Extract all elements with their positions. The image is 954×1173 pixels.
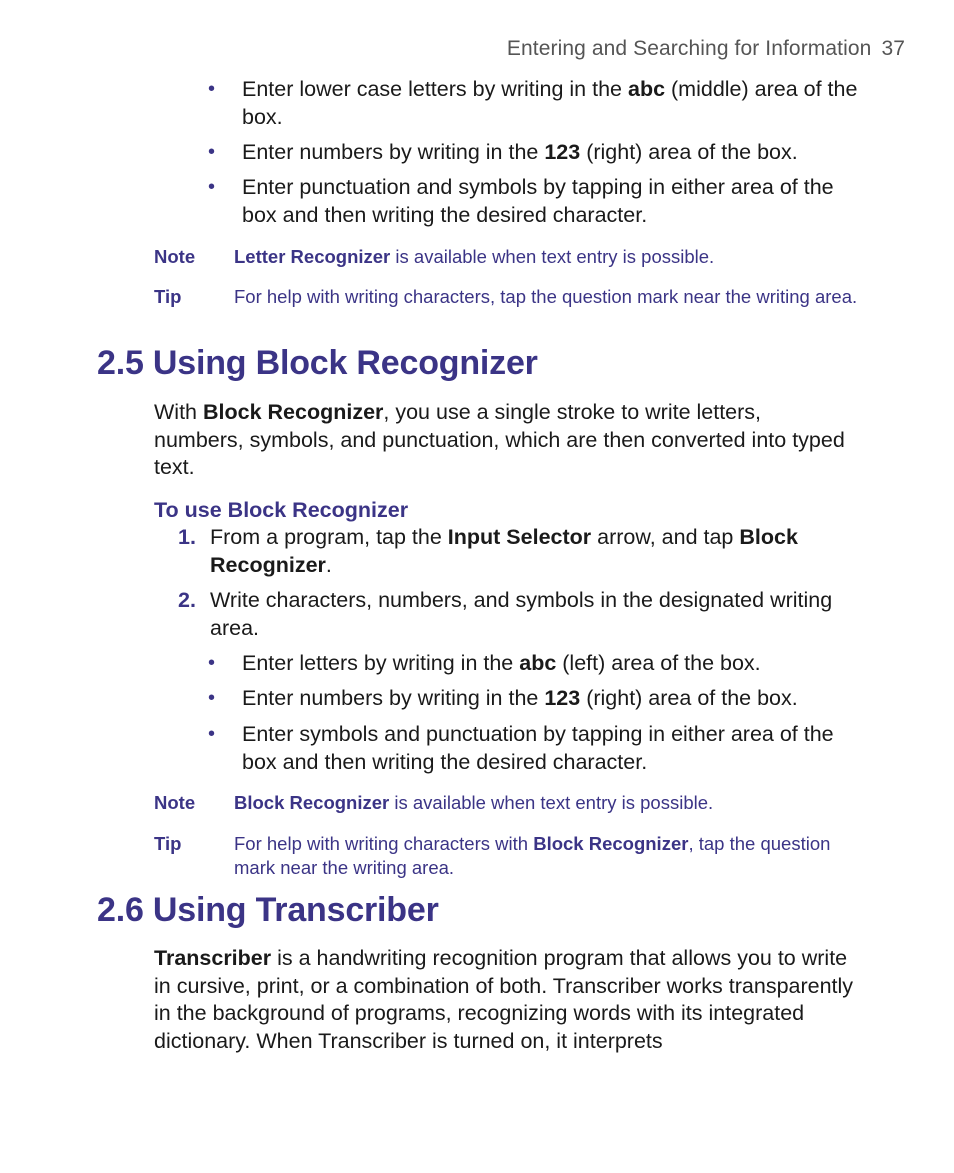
note-label: Note xyxy=(154,246,196,267)
section-heading: 2.5 Using Block Recognizer xyxy=(97,344,538,382)
tip-label: Tip xyxy=(154,286,182,307)
note-label: Note xyxy=(154,792,196,813)
note-text: Letter Recognizer is available when text entry is possible. xyxy=(234,246,715,267)
list-item xyxy=(208,174,872,229)
numbered-step xyxy=(178,524,875,579)
section-intro: Transcriber is a handwriting recognition program that allows you to write in cursive, print, or a combination of both. Transcriber works transparently in the background of programs, recognizing words with its integrated dictionary. When Transcriber is turned on, it interprets xyxy=(154,946,854,1053)
step-text: From a program, tap the Input Selector arrow, and tap Block Recognizer. xyxy=(210,525,798,577)
step-number: 1. xyxy=(178,525,196,549)
tip-callout xyxy=(154,285,864,309)
list-item-text: Enter lower case letters by writing in the abc (middle) area of the box. xyxy=(242,77,858,129)
tip-text: For help with writing characters with Block Recognizer, tap the question mark near the writing area. xyxy=(234,833,831,878)
note-text: Block Recognizer is available when text entry is possible. xyxy=(234,792,714,813)
numbered-step xyxy=(178,587,875,642)
page-number: 37 xyxy=(881,37,905,60)
note-callout xyxy=(154,245,864,269)
bullet-glyph: • xyxy=(208,176,216,198)
bullet-glyph: • xyxy=(208,723,216,745)
list-item-text: Enter letters by writing in the abc (left) area of the box. xyxy=(242,651,761,675)
list-item xyxy=(208,650,872,678)
tip-callout xyxy=(154,832,864,879)
note-callout xyxy=(154,791,864,815)
list-item xyxy=(208,139,872,167)
running-title: Entering and Searching for Information xyxy=(506,37,872,60)
list-item xyxy=(208,721,872,776)
running-header xyxy=(507,37,905,61)
section-heading: 2.6 Using Transcriber xyxy=(97,891,439,929)
procedure-subhead: To use Block Recognizer xyxy=(154,498,409,522)
bullet-glyph: • xyxy=(208,652,216,674)
tip-text: For help with writing characters, tap the question mark near the writing area. xyxy=(234,286,858,307)
tip-label: Tip xyxy=(154,833,182,854)
bullet-glyph: • xyxy=(208,687,216,709)
step-text: Write characters, numbers, and symbols in the designated writing area. xyxy=(210,588,833,640)
list-item xyxy=(208,685,872,713)
bullet-glyph: • xyxy=(208,141,216,163)
list-item-text: Enter numbers by writing in the 123 (right) area of the box. xyxy=(242,140,798,164)
section-intro: With Block Recognizer, you use a single stroke to write letters, numbers, symbols, and punctuation, which are then converted into typed text. xyxy=(154,400,845,479)
list-item-text: Enter numbers by writing in the 123 (right) area of the box. xyxy=(242,686,798,710)
bullet-glyph: • xyxy=(208,78,216,100)
list-item xyxy=(208,76,872,131)
list-item-text: Enter symbols and punctuation by tapping in either area of the box and then writing the desired character. xyxy=(242,722,834,774)
step-number: 2. xyxy=(178,588,196,612)
list-item-text: Enter punctuation and symbols by tapping in either area of the box and then writing the desired character. xyxy=(242,175,834,227)
